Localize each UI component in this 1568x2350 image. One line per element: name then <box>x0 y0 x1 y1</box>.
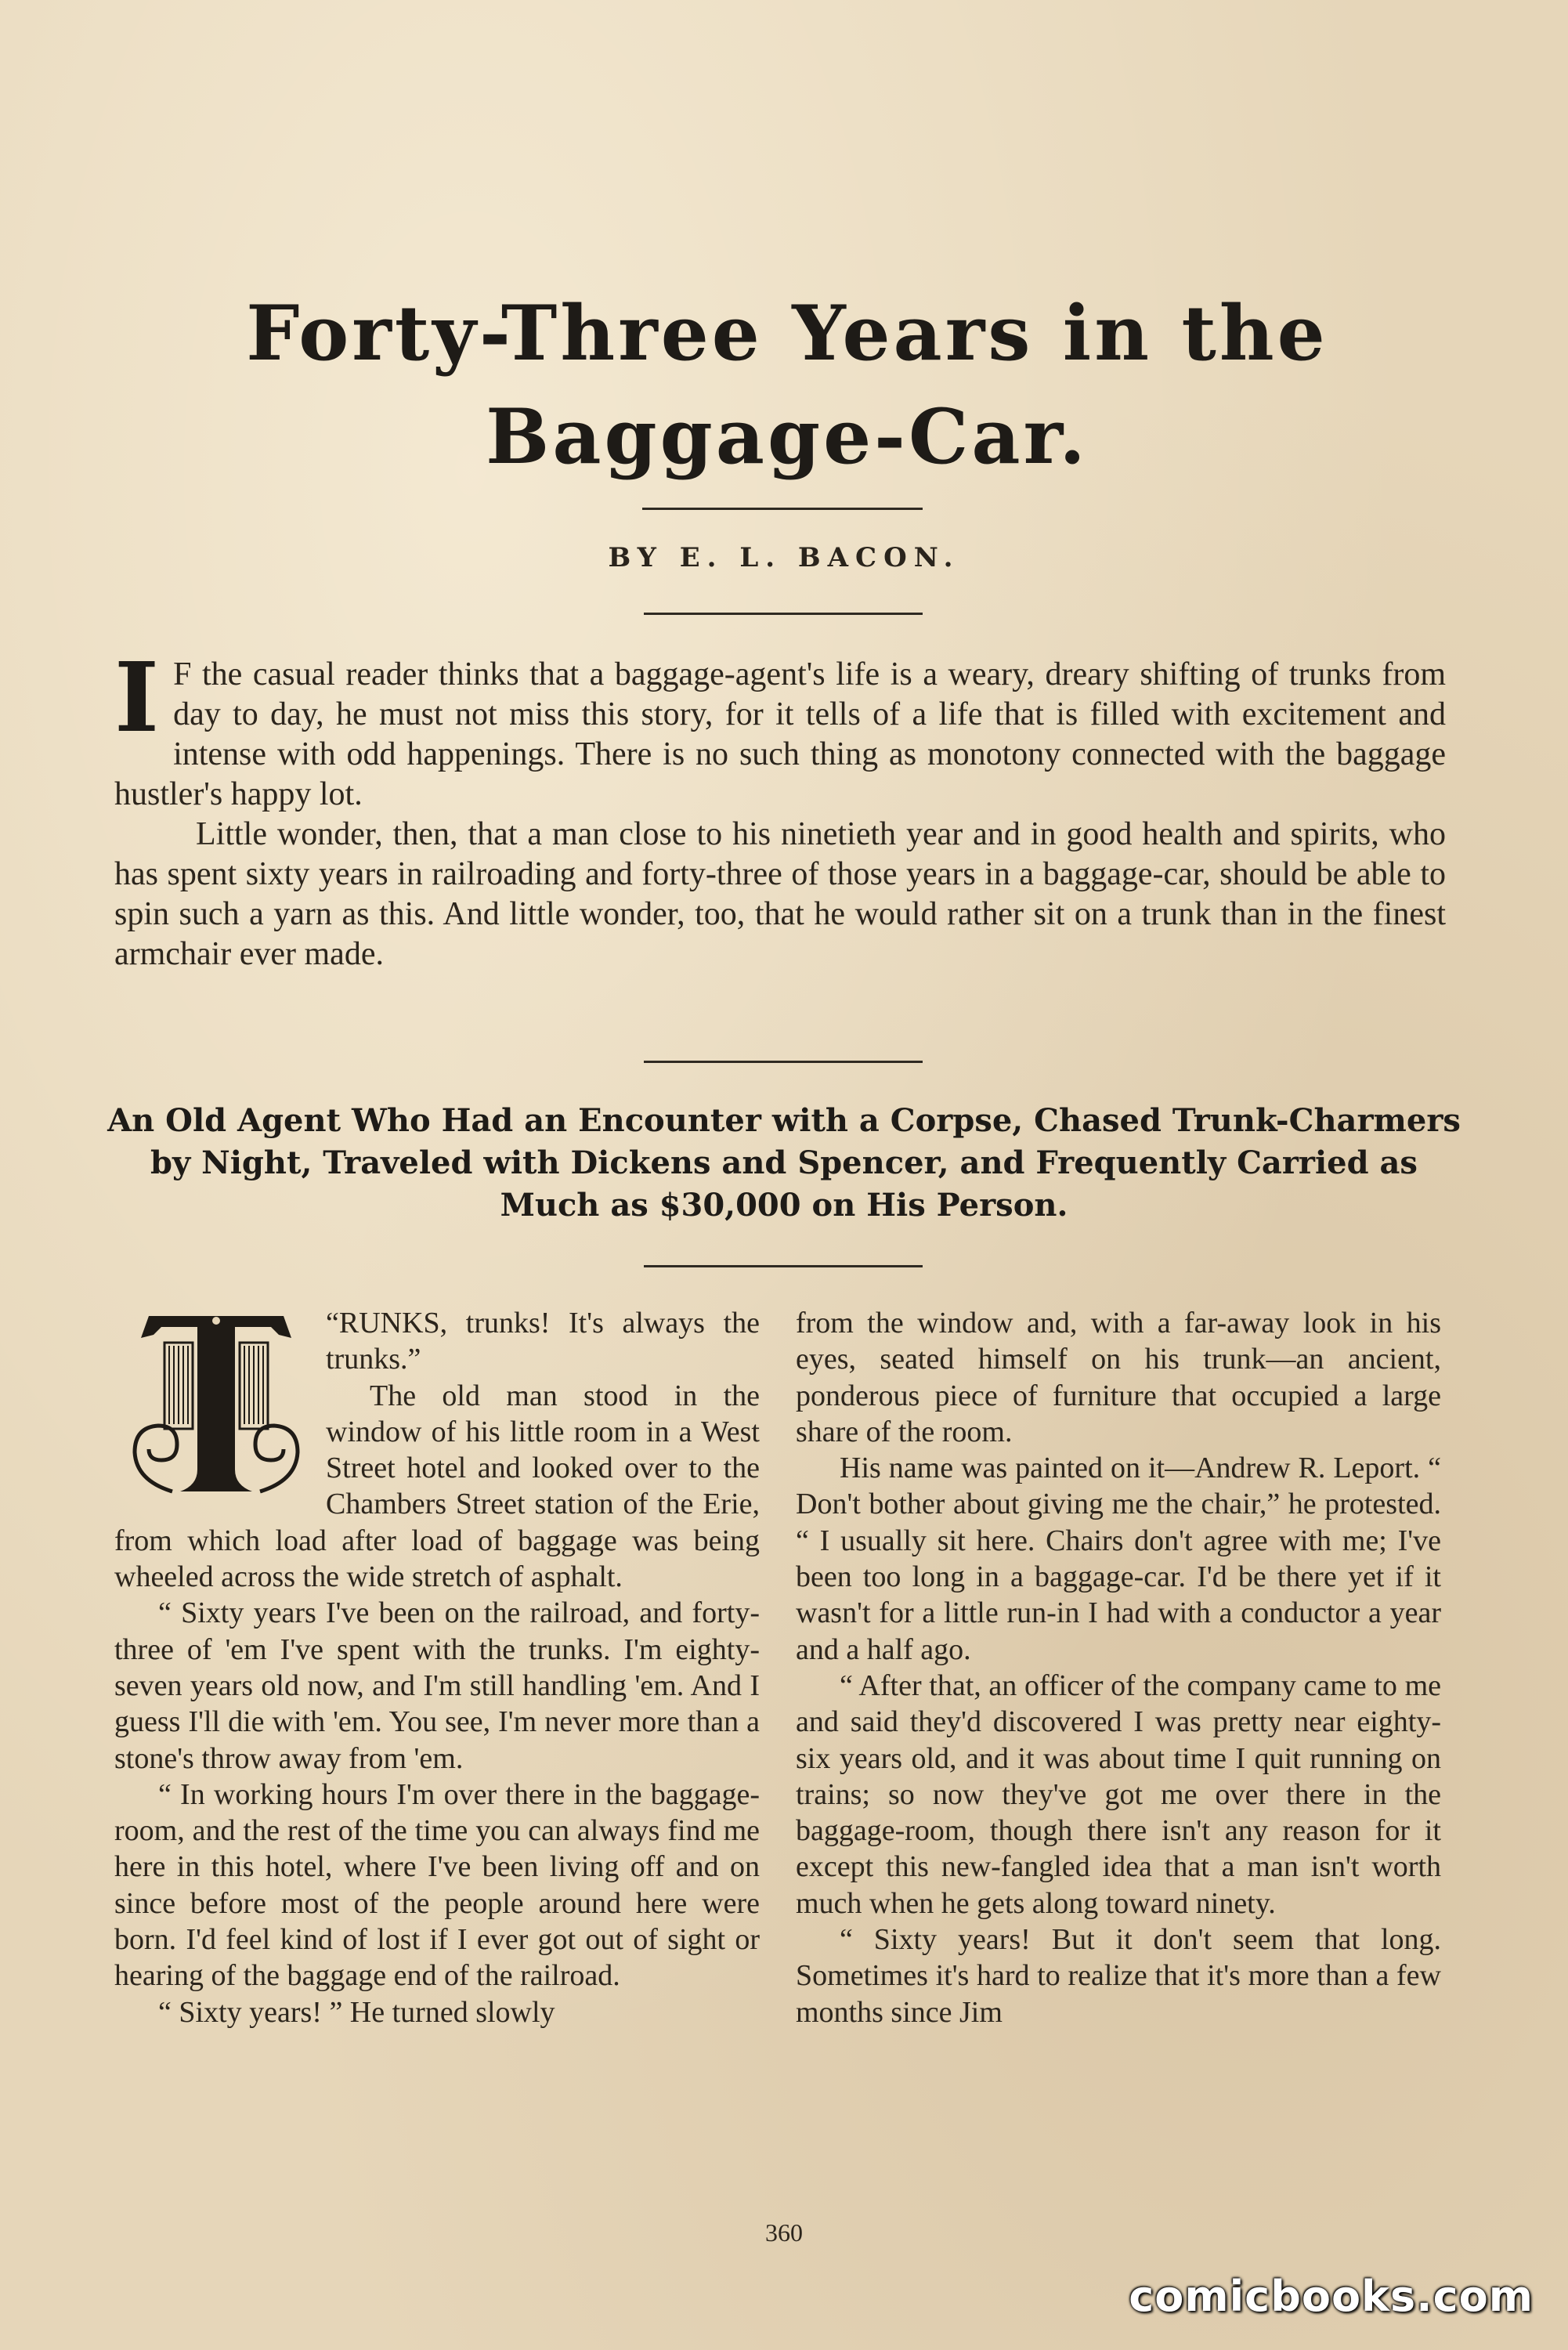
right-column <box>796 1305 1441 2030</box>
intro-paragraph-2: Little wonder, then, that a man close to his ninetieth year and in good health and spirits, who has spent sixty years in railroading and forty-three of those years in a baggage-car, should be able to spin such a yarn as this. And little wonder, too, that he would rather sit on a trunk than in the finest armchair ever made. <box>114 816 1446 972</box>
left-column <box>114 1305 760 2030</box>
intro-dropcap: I <box>114 641 160 754</box>
byline: BY E. L. BACON. <box>608 542 960 573</box>
left-paragraph-1 <box>114 1305 760 1378</box>
intro-paragraph-1 <box>114 641 1446 815</box>
intro-paragraph-1-text: F the casual reader thinks that a baggage-agent's life is a weary, dreary shifting of trunks from day to day, he must not miss this story, for it tells of a life that is filled with excitement and intense with odd happenings. There is no such thing as monotony connected with the baggage hustler's happy lot. <box>114 656 1446 812</box>
byline-divider-rule <box>644 613 923 615</box>
left-paragraph-1-text: RUNKS, trunks! It's always the trunks.” <box>326 1307 760 1376</box>
left-paragraph-4: “ In working hours I'm over there in the baggage-room, and the rest of the time you can always find me here in this hotel, where I've been living off and on since before most of the people around here were born. I'd feel kind of lost if I ever got out of sight or hearing of the baggage end of the railroad. <box>114 1777 760 1993</box>
ornate-letter-T-icon <box>117 1307 315 1502</box>
page-number: 360 <box>765 2218 803 2247</box>
article-subheading: An Old Agent Who Had an Encounter with a Corpse, Chased Trunk-Charmers by Night, Traveled with Dickens and Spencer, and Frequently Carried as Much as $30,000 on His Person. <box>107 1102 1461 1224</box>
right-paragraph-2: His name was painted on it—Andrew R. Leport. “ Don't bother about giving me the chair,” he protested. “ I usually sit here. Chairs don't agree with me; I've been too long in a baggage-car. I'd be there yet if it wasn't for a little run-in I had with a conductor a year and a half ago. <box>796 1452 1441 1666</box>
article-title: Forty-Three Years in the Baggage-Car. <box>246 289 1328 481</box>
intro-divider-rule <box>644 1061 923 1063</box>
right-paragraph-3: “ After that, an officer of the company came to me and said they'd discovered I was pretty near eighty-six years old, and it was about time I quit running on trains; so now they've got me over there in the baggage-room, though there isn't any reason for it except this new-fangled idea that a man isn't worth much when he gets along toward ninety. <box>796 1668 1441 1920</box>
subheading-divider-rule <box>644 1265 923 1267</box>
left-paragraph-2: The old man stood in the window of his little room in a West Street hotel and looked over to the Chambers Street station of the Erie, from which load after load of baggage was being wheeled across the wide stretch of asphalt. <box>114 1379 760 1594</box>
left-paragraph-3: “ Sixty years I've been on the railroad, and forty-three of 'em I've spent with the trunks. I'm eighty-seven years old now, and I'm still handling 'em. And I guess I'll die with 'em. You see, I'm never more than a stone's throw away from 'em. <box>114 1596 760 1775</box>
right-paragraph-4: “ Sixty years! But it don't seem that long. Sometimes it's hard to realize that it's more than a few months since Jim <box>796 1923 1441 2029</box>
intro-section <box>114 641 1446 974</box>
left-paragraph-5: “ Sixty years! ” He turned slowly <box>158 1995 555 2029</box>
right-paragraph-1: from the window and, with a far-away look in his eyes, seated himself on his trunk—an ancient, ponderous piece of furniture that occupied a large share of the room. <box>796 1307 1441 1448</box>
site-watermark: comicbooks.com <box>1129 2272 1534 2321</box>
left-lead-quote: “ <box>326 1307 339 1340</box>
title-divider-rule <box>642 508 923 510</box>
